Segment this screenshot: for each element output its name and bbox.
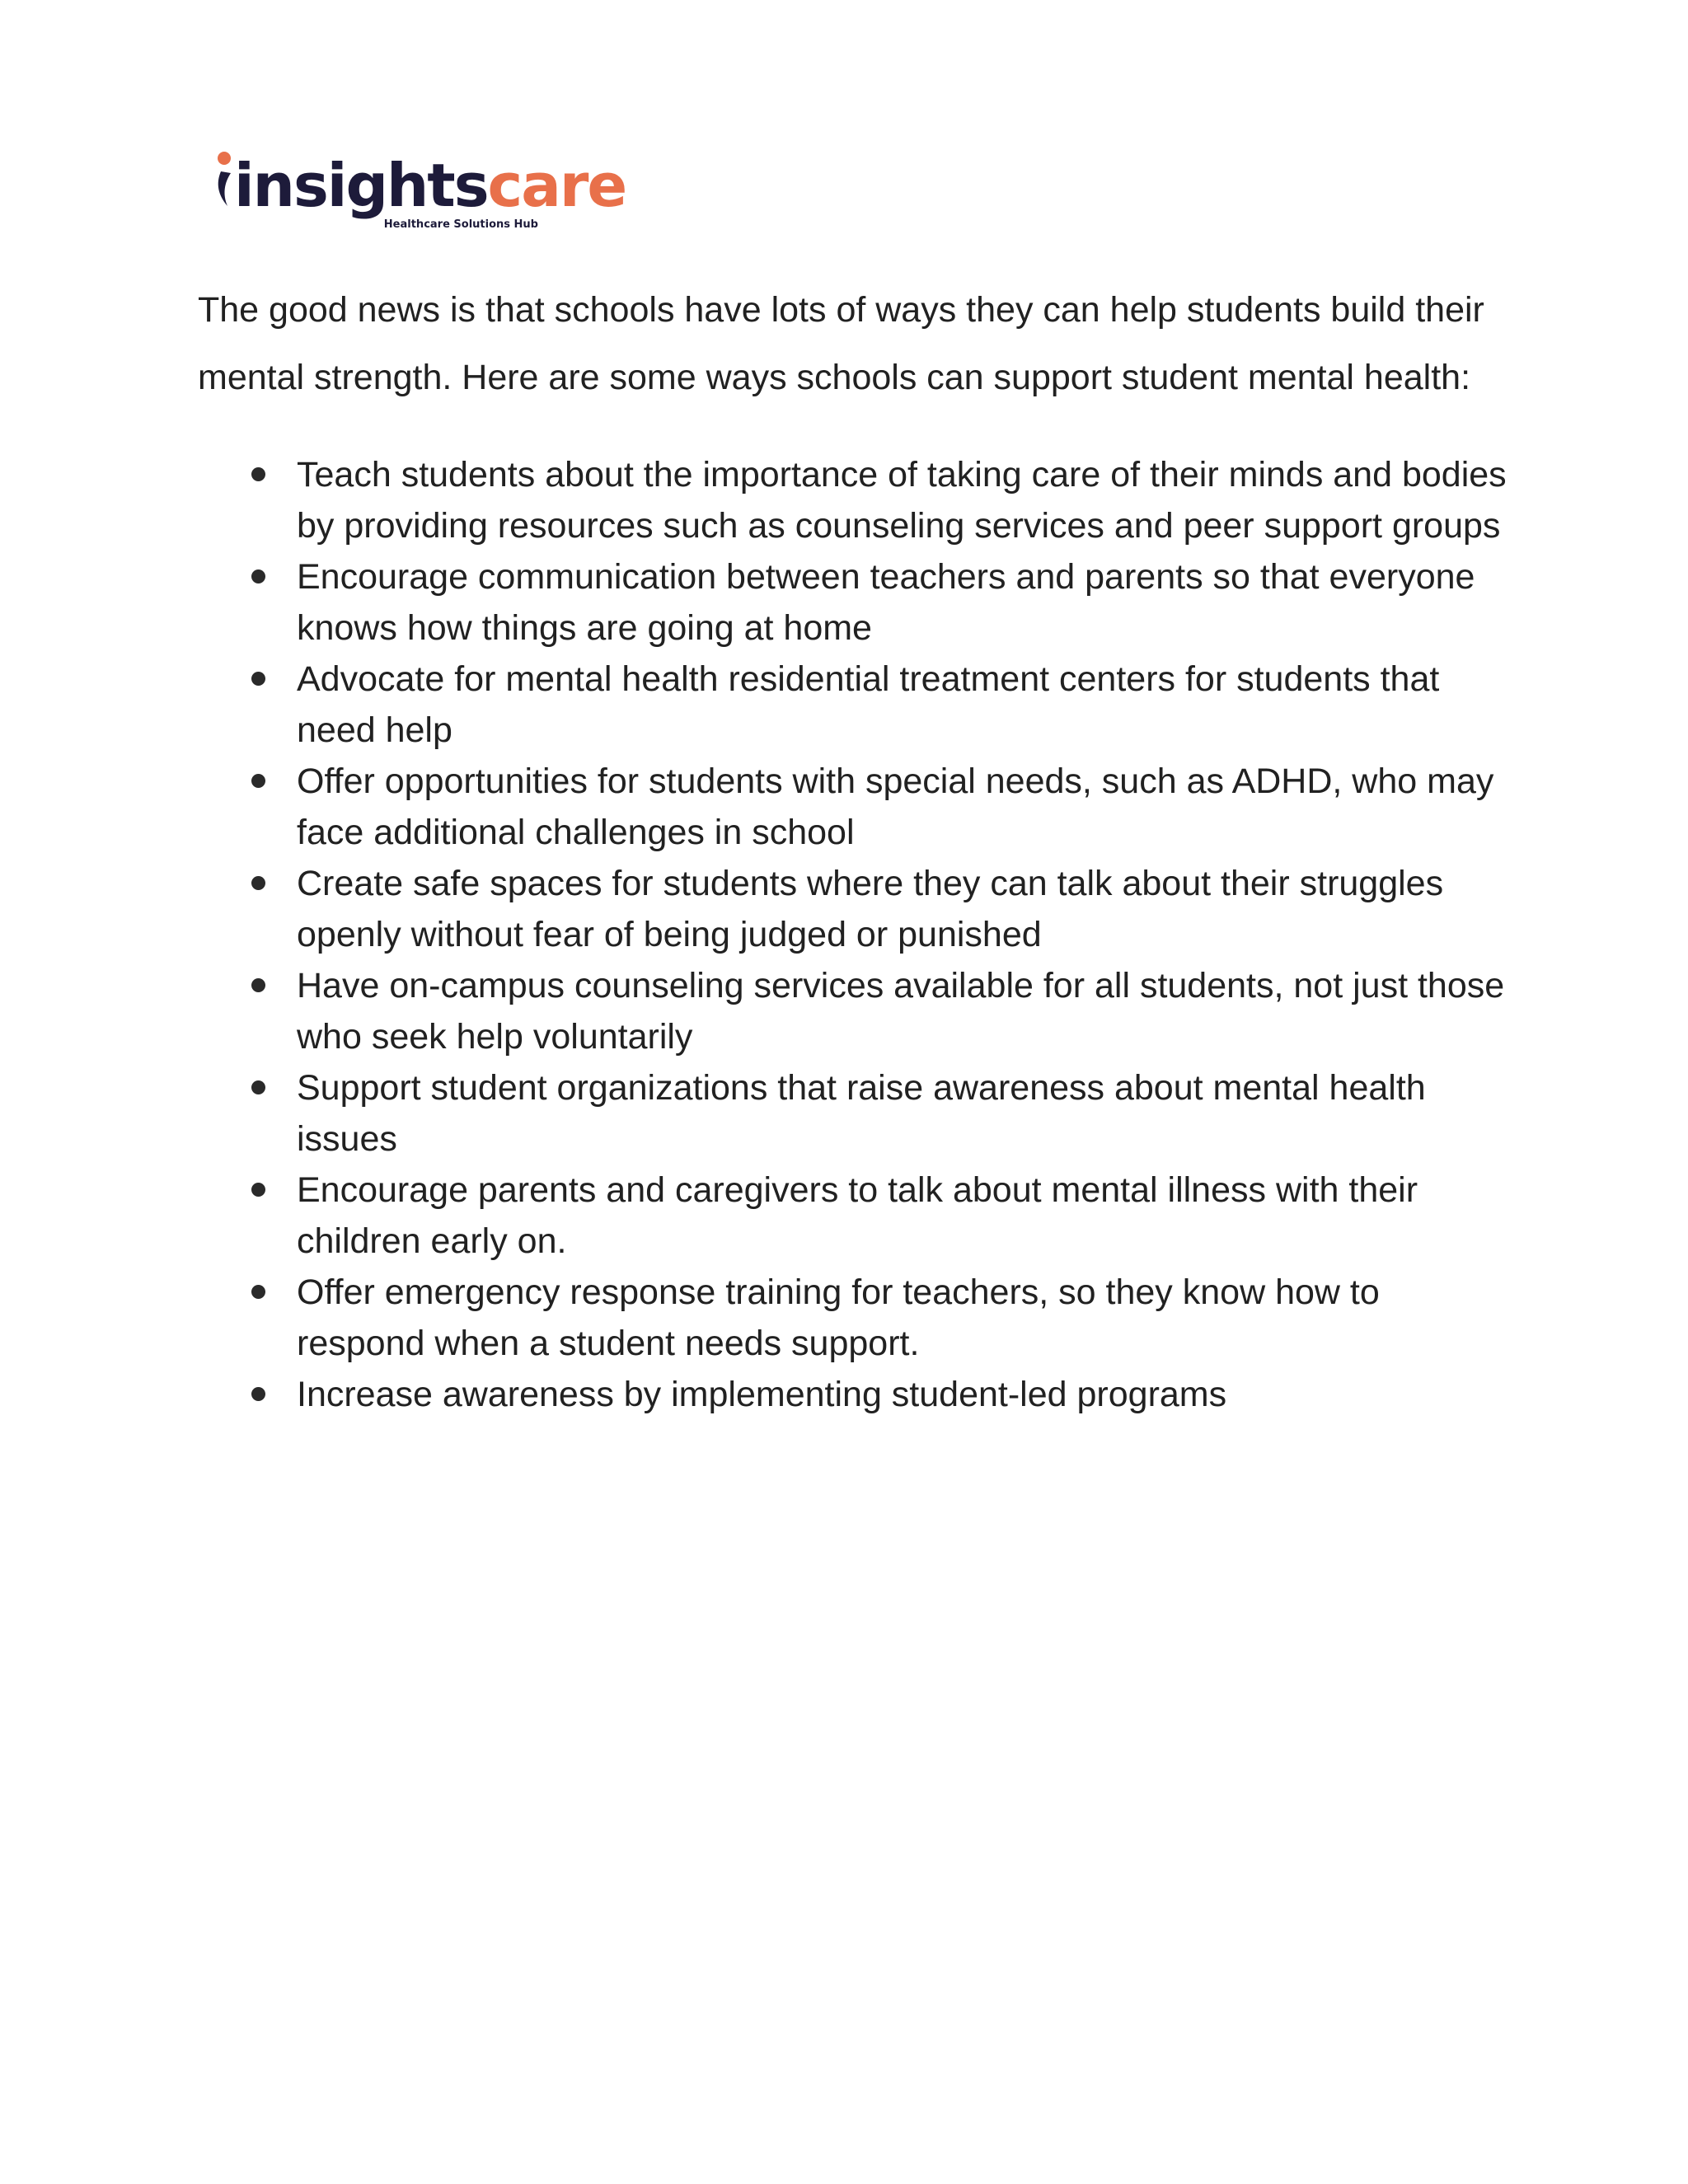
list-item-text: Teach students about the importance of taking care of their minds and bodies by providing resources such as counseling services and peer support groups — [297, 455, 1507, 546]
bullet-icon — [251, 876, 265, 890]
bullet-icon — [251, 1183, 265, 1197]
logo-brand-accent: care — [487, 151, 626, 220]
bullet-icon — [251, 774, 265, 788]
list-item — [198, 654, 1508, 756]
logo-brand-dark: insights — [234, 151, 488, 220]
document-body — [198, 276, 1508, 1420]
logo-graphic — [213, 147, 626, 237]
logo-tagline: Healthcare Solutions Hub — [383, 218, 538, 231]
list-item-text: Encourage parents and caregivers to talk about mental illness with their children early on. — [297, 1170, 1418, 1261]
list-item-text: Advocate for mental health residential treatment centers for students that need help — [297, 659, 1440, 750]
list-item-text: Increase awareness by implementing student-led programs — [297, 1375, 1227, 1414]
list-item — [198, 756, 1508, 858]
intro-paragraph: The good news is that schools have lots of ways they can help students build their mental strength. Here are some ways schools can support student mental health: — [198, 290, 1484, 397]
list-item — [198, 1062, 1508, 1165]
logo-wordmark — [234, 151, 626, 220]
bullet-icon — [251, 1387, 265, 1401]
bullet-icon — [251, 1080, 265, 1094]
logo-figure-head-icon — [218, 152, 231, 165]
logo-figure-body-icon — [218, 171, 231, 206]
list-item — [198, 960, 1508, 1062]
bullet-icon — [251, 1285, 265, 1299]
list-item-text: Support student organizations that raise awareness about mental health issues — [297, 1068, 1426, 1159]
bullet-icon — [251, 569, 265, 583]
support-ways-list — [198, 449, 1508, 1420]
list-item — [198, 1369, 1508, 1420]
insightscare-logo — [213, 147, 626, 237]
list-item-text: Encourage communication between teachers and parents so that everyone knows how things are going at home — [297, 557, 1475, 648]
list-item-text: Offer emergency response training for teachers, so they know how to respond when a student needs support. — [297, 1272, 1380, 1363]
list-item — [198, 449, 1508, 551]
list-item — [198, 1165, 1508, 1267]
bullet-icon — [251, 978, 265, 992]
list-item-text: Create safe spaces for students where they can talk about their struggles openly without fear of being judged or punished — [297, 864, 1444, 954]
list-item — [198, 858, 1508, 960]
list-item — [198, 1267, 1508, 1369]
list-item — [198, 551, 1508, 654]
list-item-text: Offer opportunities for students with special needs, such as ADHD, who may face additional challenges in school — [297, 762, 1494, 852]
bullet-icon — [251, 467, 265, 481]
bullet-icon — [251, 672, 265, 686]
list-item-text: Have on-campus counseling services available for all students, not just those who seek help voluntarily — [297, 966, 1505, 1057]
